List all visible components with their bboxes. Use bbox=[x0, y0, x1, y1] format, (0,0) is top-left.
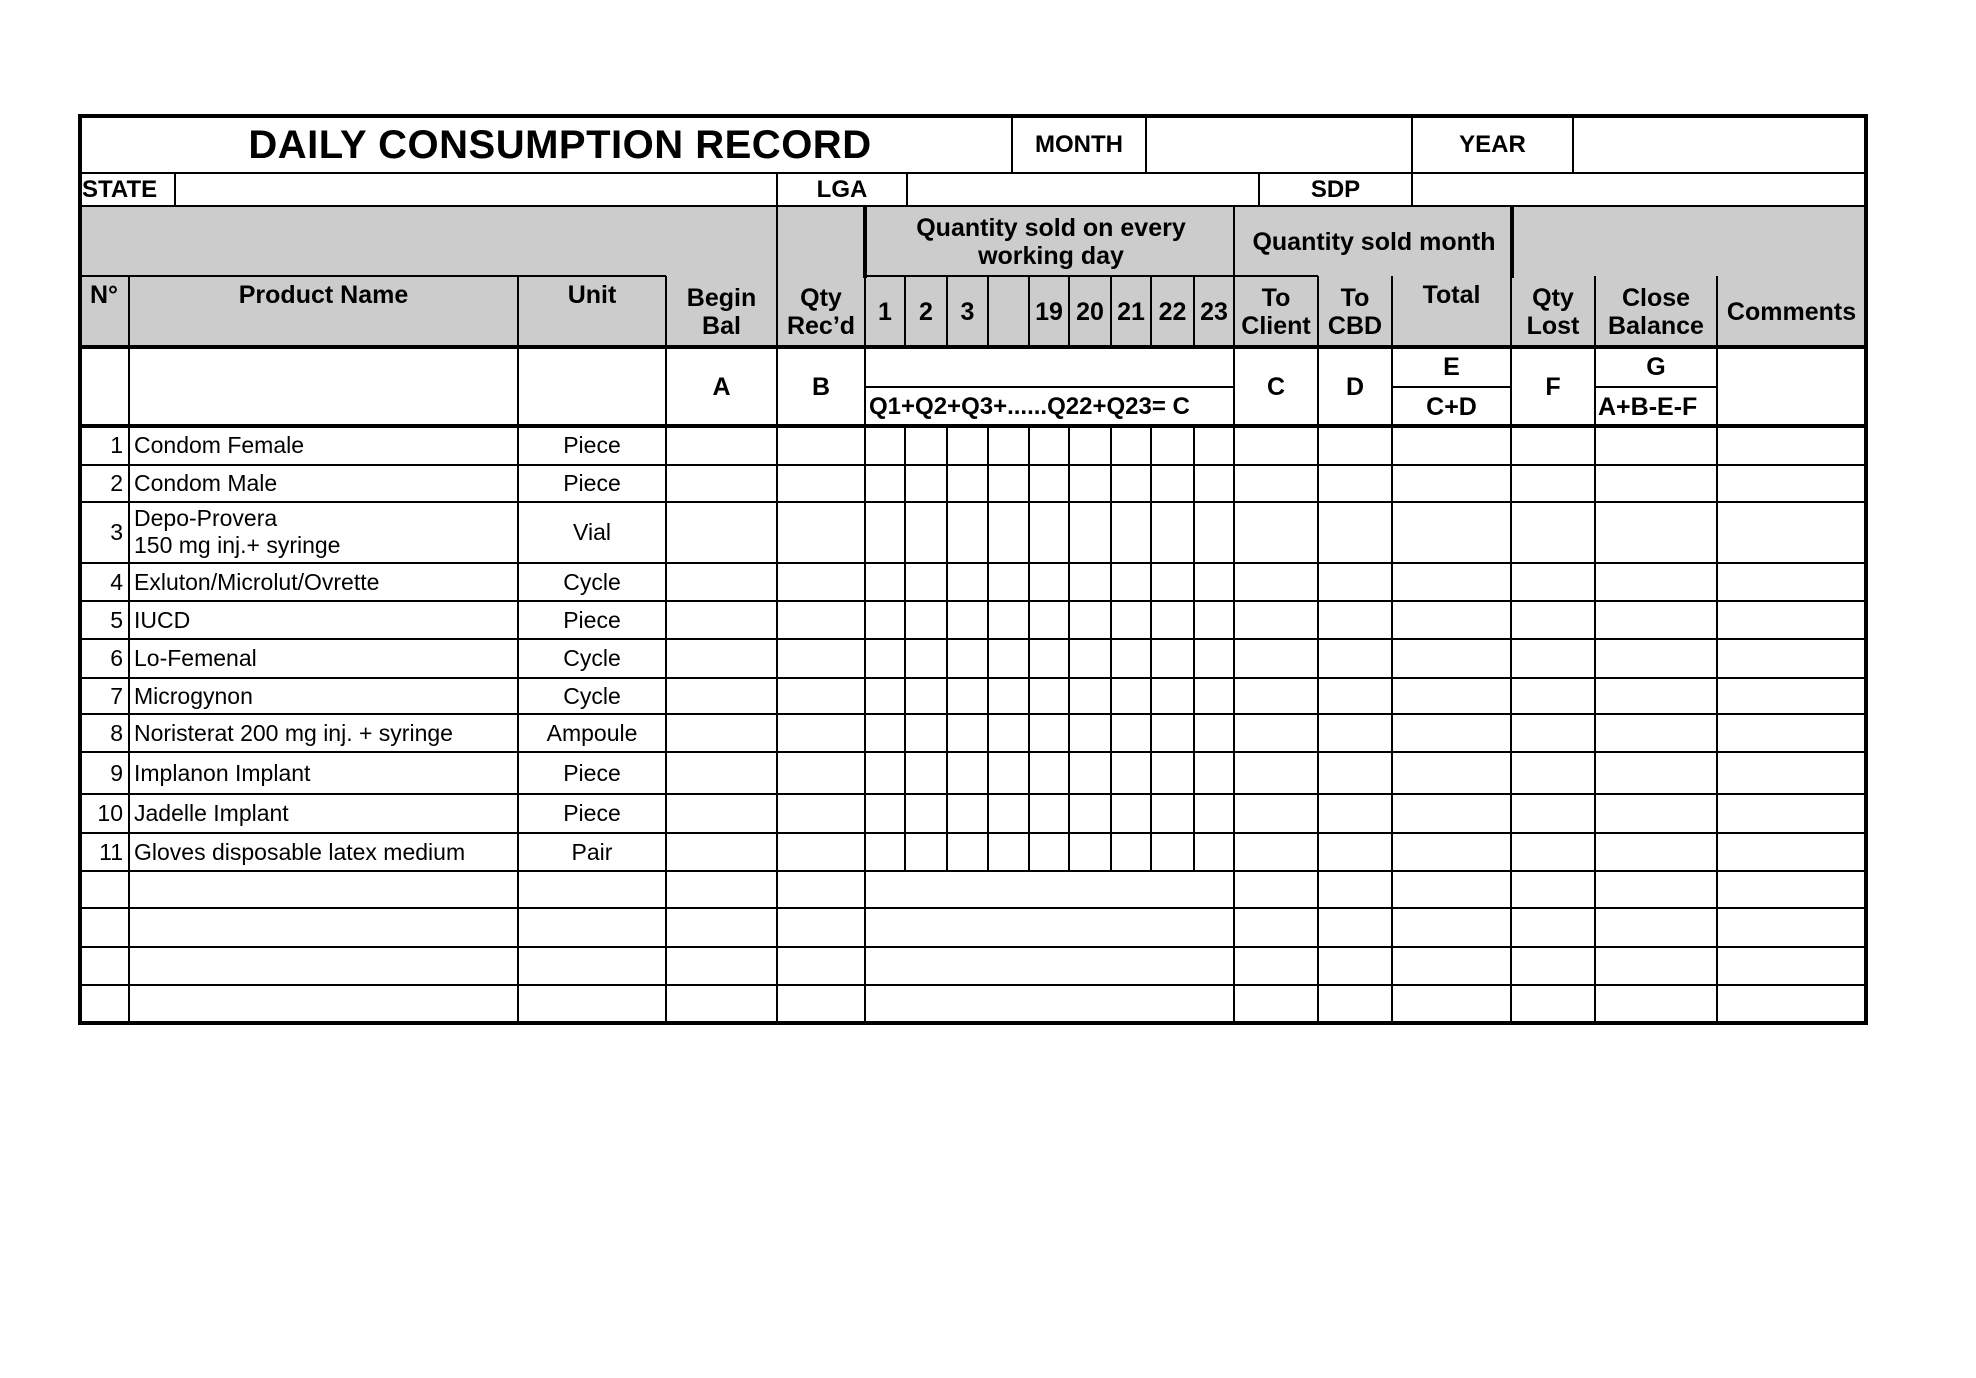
lga-field[interactable] bbox=[907, 174, 1259, 206]
row-unit: Cycle bbox=[563, 568, 621, 595]
formula-e: E bbox=[1443, 353, 1460, 381]
state-field[interactable] bbox=[175, 174, 777, 206]
line-h bbox=[1595, 386, 1717, 388]
line-h bbox=[79, 464, 1866, 466]
col-header-to-cbd: To CBD bbox=[1327, 284, 1383, 340]
line-v bbox=[946, 425, 948, 871]
state-label: STATE bbox=[82, 175, 158, 203]
row-no: 5 bbox=[110, 606, 123, 633]
sdp-label: SDP bbox=[1310, 175, 1361, 203]
row-no: 2 bbox=[110, 470, 123, 497]
row-product: Implanon Implant bbox=[134, 759, 311, 786]
line-v bbox=[1594, 276, 1596, 1023]
line-h bbox=[865, 275, 1318, 277]
row-product bbox=[130, 505, 518, 563]
line-v bbox=[1028, 425, 1030, 871]
line-h bbox=[79, 946, 1866, 948]
row-unit: Vial bbox=[573, 519, 611, 546]
row-unit: Pair bbox=[571, 838, 613, 865]
col-header-day-blank bbox=[988, 278, 1029, 346]
row-unit: Cycle bbox=[563, 645, 621, 672]
formula-g: G bbox=[1646, 353, 1666, 381]
border-left bbox=[78, 114, 82, 1025]
line-v bbox=[1028, 276, 1030, 346]
month-label: MONTH bbox=[1035, 130, 1123, 158]
line-v bbox=[863, 206, 867, 278]
line-h bbox=[79, 713, 1866, 715]
line-v bbox=[517, 276, 519, 1023]
line-v bbox=[1258, 173, 1260, 207]
row-unit: Piece bbox=[563, 470, 621, 497]
sdp-field[interactable] bbox=[1412, 174, 1866, 206]
line-h bbox=[79, 984, 1866, 986]
col-header-comments: Comments bbox=[1726, 298, 1857, 326]
formula-total: C+D bbox=[1426, 392, 1477, 421]
col-header-day-22: 22 bbox=[1158, 298, 1187, 326]
row-unit: Cycle bbox=[563, 682, 621, 709]
row-product-line1: Depo-Provera bbox=[134, 505, 278, 531]
line-h bbox=[79, 832, 1866, 834]
col-header-total: Total bbox=[1422, 281, 1481, 309]
line-v bbox=[904, 425, 906, 871]
line-h bbox=[79, 275, 666, 277]
col-header-day-1: 1 bbox=[878, 298, 892, 326]
line-h bbox=[79, 600, 1866, 602]
col-header-unit: Unit bbox=[567, 281, 617, 309]
line-h bbox=[79, 345, 1866, 349]
col-header-qty-recd: Qty Rec’d bbox=[786, 284, 856, 340]
row-no: 10 bbox=[97, 800, 123, 827]
col-header-day-23: 23 bbox=[1200, 298, 1228, 326]
line-h bbox=[79, 677, 1866, 679]
row-no: 4 bbox=[110, 568, 123, 595]
row-product: Lo-Femenal bbox=[134, 645, 257, 672]
formula-b: B bbox=[811, 372, 831, 401]
line-h bbox=[865, 386, 1235, 388]
row-no: 11 bbox=[99, 838, 123, 865]
col-header-day-3: 3 bbox=[960, 298, 975, 326]
line-h bbox=[79, 501, 1866, 503]
col-header-day-20: 20 bbox=[1076, 298, 1104, 326]
row-product-line2: 150 mg inj.+ syringe bbox=[134, 532, 341, 558]
line-h bbox=[79, 172, 1866, 174]
row-unit: Piece bbox=[563, 606, 621, 633]
line-v bbox=[906, 173, 908, 207]
col-header-begin-bal: Begin Bal bbox=[686, 284, 757, 340]
year-field[interactable] bbox=[1573, 117, 1866, 173]
col-header-day-2: 2 bbox=[919, 298, 933, 326]
formula-c: C bbox=[1266, 372, 1286, 401]
line-v bbox=[174, 173, 176, 207]
row-no: 8 bbox=[110, 719, 123, 746]
line-h bbox=[79, 562, 1866, 564]
formula-d: D bbox=[1345, 372, 1365, 401]
lga-label: LGA bbox=[816, 175, 868, 203]
line-v bbox=[1510, 276, 1512, 1023]
group-daily-header: Quantity sold on every working day bbox=[916, 214, 1186, 270]
row-no: 7 bbox=[110, 682, 123, 709]
col-header-to-client: To Client bbox=[1241, 284, 1311, 340]
row-product: Jadelle Implant bbox=[134, 800, 289, 827]
col-header-product: Product Name bbox=[238, 281, 409, 309]
row-product: Microgynon bbox=[134, 682, 253, 709]
line-v bbox=[1716, 276, 1718, 1023]
line-v bbox=[1193, 276, 1195, 346]
line-v bbox=[1150, 276, 1152, 346]
formula-daily-sum: Q1+Q2+Q3+......Q22+Q23= C bbox=[869, 393, 1190, 421]
line-v bbox=[1391, 276, 1393, 1023]
line-v bbox=[1317, 276, 1319, 1023]
line-h bbox=[79, 424, 1866, 428]
blank-row[interactable] bbox=[79, 871, 1866, 908]
border-top bbox=[78, 114, 1868, 118]
line-v bbox=[1233, 206, 1235, 1023]
line-v bbox=[776, 173, 778, 1023]
line-h bbox=[79, 870, 1866, 872]
row-no: 1 bbox=[110, 432, 123, 459]
row-product: IUCD bbox=[134, 606, 191, 633]
line-v bbox=[1145, 115, 1147, 173]
line-v bbox=[1150, 425, 1152, 871]
row-product: Noristerat 200 mg inj. + syringe bbox=[134, 719, 453, 746]
row-product: Condom Female bbox=[134, 432, 305, 459]
line-h bbox=[79, 793, 1866, 795]
line-v bbox=[1411, 115, 1413, 207]
col-header-day-19: 19 bbox=[1035, 298, 1063, 326]
line-v bbox=[987, 276, 989, 346]
row-unit: Piece bbox=[563, 800, 621, 827]
line-v bbox=[665, 276, 667, 1023]
blank-row[interactable] bbox=[79, 908, 1866, 947]
line-h bbox=[79, 205, 1866, 207]
row-unit: Piece bbox=[563, 432, 621, 459]
line-h bbox=[79, 751, 1866, 753]
blank-row[interactable] bbox=[79, 985, 1866, 1023]
line-h bbox=[79, 907, 1866, 909]
line-v bbox=[1011, 115, 1013, 173]
col-header-day-21: 21 bbox=[1117, 298, 1145, 326]
line-v bbox=[1510, 206, 1514, 278]
row-no: 3 bbox=[110, 519, 123, 546]
month-field[interactable] bbox=[1146, 117, 1412, 173]
group-month-header: Quantity sold month bbox=[1252, 228, 1496, 256]
row-product: Exluton/Microlut/Ovrette bbox=[134, 568, 380, 595]
line-v bbox=[1193, 425, 1195, 871]
border-bottom bbox=[78, 1021, 1868, 1025]
year-label: YEAR bbox=[1459, 130, 1526, 158]
border-right bbox=[1864, 114, 1868, 1025]
row-no: 6 bbox=[110, 645, 123, 672]
line-h bbox=[1392, 386, 1511, 388]
line-v bbox=[904, 276, 906, 346]
formula-f: F bbox=[1545, 372, 1561, 401]
line-h bbox=[79, 638, 1866, 640]
line-v bbox=[1110, 276, 1112, 346]
col-header-no: N° bbox=[89, 281, 119, 309]
line-v bbox=[1068, 276, 1070, 346]
row-no: 9 bbox=[110, 759, 123, 786]
formula-close: A+B-E-F bbox=[1598, 392, 1698, 421]
row-unit: Piece bbox=[563, 759, 621, 786]
line-v bbox=[864, 276, 866, 1023]
row-product: Condom Male bbox=[134, 470, 278, 497]
line-v bbox=[987, 425, 989, 871]
row-unit: Ampoule bbox=[546, 719, 638, 746]
line-v bbox=[128, 276, 130, 1023]
form-title: DAILY CONSUMPTION RECORD bbox=[248, 122, 872, 167]
line-v bbox=[946, 276, 948, 346]
col-header-qty-lost: Qty Lost bbox=[1526, 284, 1580, 340]
line-v bbox=[1110, 425, 1112, 871]
col-header-close-balance: Close Balance bbox=[1608, 284, 1704, 340]
line-v bbox=[1572, 115, 1574, 173]
blank-row[interactable] bbox=[79, 947, 1866, 985]
line-v bbox=[1068, 425, 1070, 871]
formula-a: A bbox=[712, 372, 731, 401]
row-product: Gloves disposable latex medium bbox=[134, 838, 466, 865]
